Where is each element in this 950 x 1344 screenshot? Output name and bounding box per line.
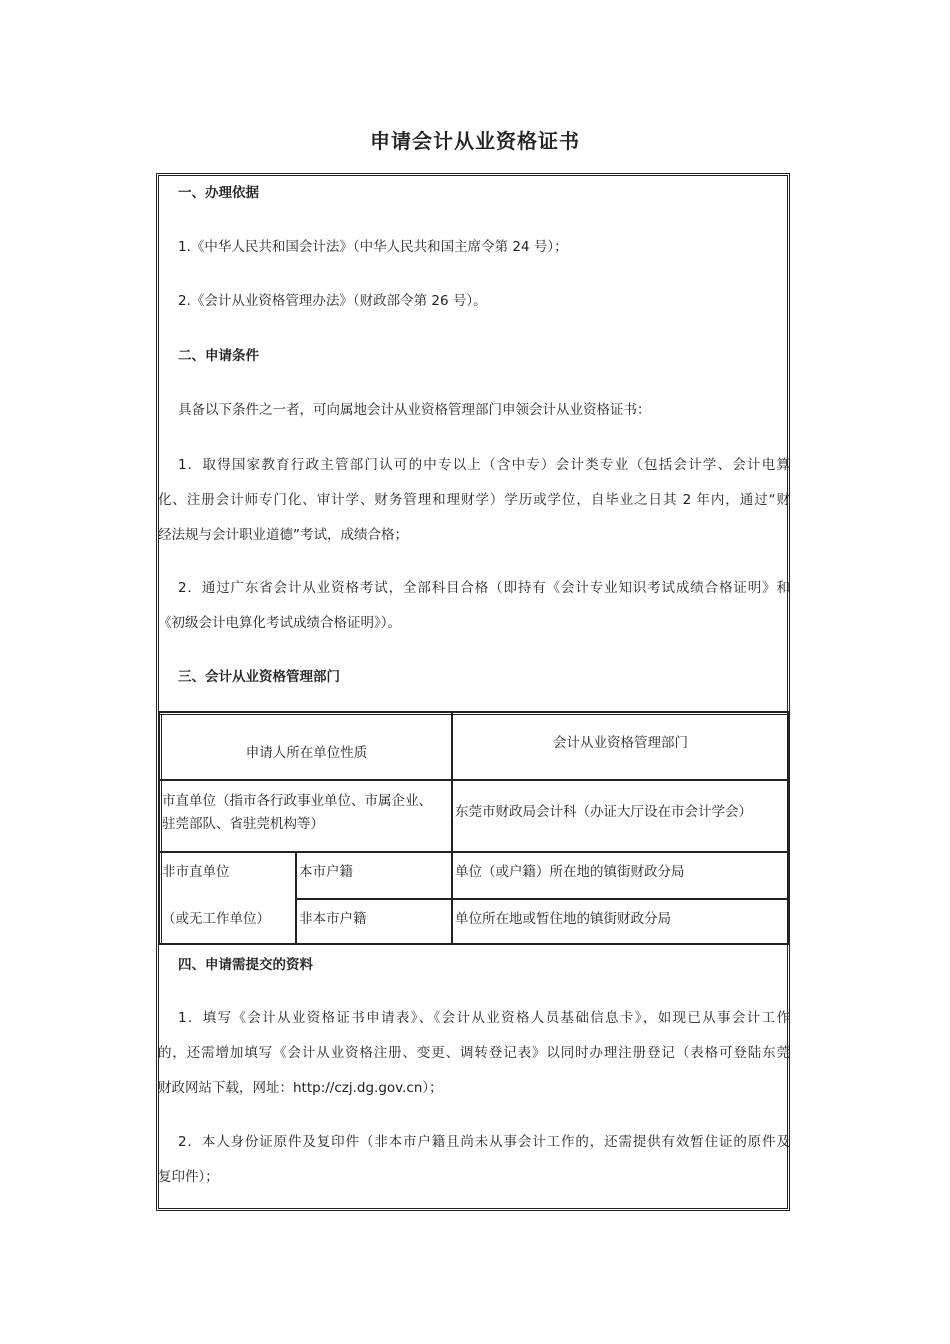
row-city-units-line-2: 驻莞部队、省驻莞机构等） [162,816,324,832]
row-local-hukou-department: 单位（或户籍）所在地的镇街财政分局 [455,864,685,880]
table-header-unit-type: 申请人所在单位性质 [245,745,368,761]
section-1-item-1: 1.《中华人民共和国会计法》（中华人民共和国主席令第 24 号）； [178,239,568,255]
section-2-item-1-line-3: 经法规与会计职业道德”考试，成绩合格； [158,527,408,543]
table-header-department: 会计从业资格管理部门 [553,735,688,751]
row-city-units-line-1: 市直单位（指市各行政事业单位、市属企业、 [162,793,432,809]
section-1-item-2: 2.《会计从业资格管理办法》（财政部令第 26 号）。 [178,293,487,309]
section-1-heading: 一、办理依据 [178,185,259,201]
row-nonlocal-hukou-label: 非本市户籍 [299,911,367,927]
row-non-city-units-line-1: 非市直单位 [162,864,230,880]
section-4-heading: 四、申请需提交的资料 [178,957,313,973]
section-4-item-2-line-1: 2．本人身份证原件及复印件（非本市户籍且尚未从事会计工作的，还需提供有效暂住证的原件及 [178,1134,790,1150]
section-2-item-1-line-1: 1．取得国家教育行政主管部门认可的中专以上（含中专）会计类专业（包括会计学、会计电算 [178,457,790,473]
section-2-item-1-line-2: 化、注册会计师专门化、审计学、财务管理和理财学）学历或学位，自毕业之日其 2 年内，通过“财 [158,492,790,508]
section-2-heading: 二、申请条件 [178,348,259,364]
section-4-item-1-line-2: 的，还需增加填写《会计从业资格注册、变更、调转登记表》以同时办理注册登记（表格可登陆东莞 [158,1045,790,1061]
row-city-units-department: 东莞市财政局会计科（办证大厅设在市会计学会） [455,804,752,820]
document-title: 申请会计从业资格证书 [370,129,580,153]
department-table [158,711,790,945]
row-nonlocal-hukou-department: 单位所在地或暂住地的镇街财政分局 [455,911,671,927]
section-4-item-1-line-3: 财政网站下载，网址：http://czj.dg.gov.cn）； [158,1080,443,1096]
section-2-intro: 具备以下条件之一者，可向属地会计从业资格管理部门申领会计从业资格证书： [178,402,651,418]
row-non-city-units-line-2: （或无工作单位） [162,911,270,927]
section-2-item-2-line-1: 2．通过广东省会计从业资格考试，全部科目合格（即持有《会计专业知识考试成绩合格证明》和 [178,580,790,596]
section-2-item-2-line-2: 《初级会计电算化考试成绩合格证明》）。 [158,615,401,631]
row-local-hukou-label: 本市户籍 [299,864,353,880]
section-3-heading: 三、会计从业资格管理部门 [178,669,340,685]
section-4-item-1-line-1: 1．填写《会计从业资格证书申请表》、《会计从业资格人员基础信息卡》，如现已从事会计工作 [178,1010,790,1026]
section-4-item-2-line-2: 复印件）； [158,1169,219,1185]
